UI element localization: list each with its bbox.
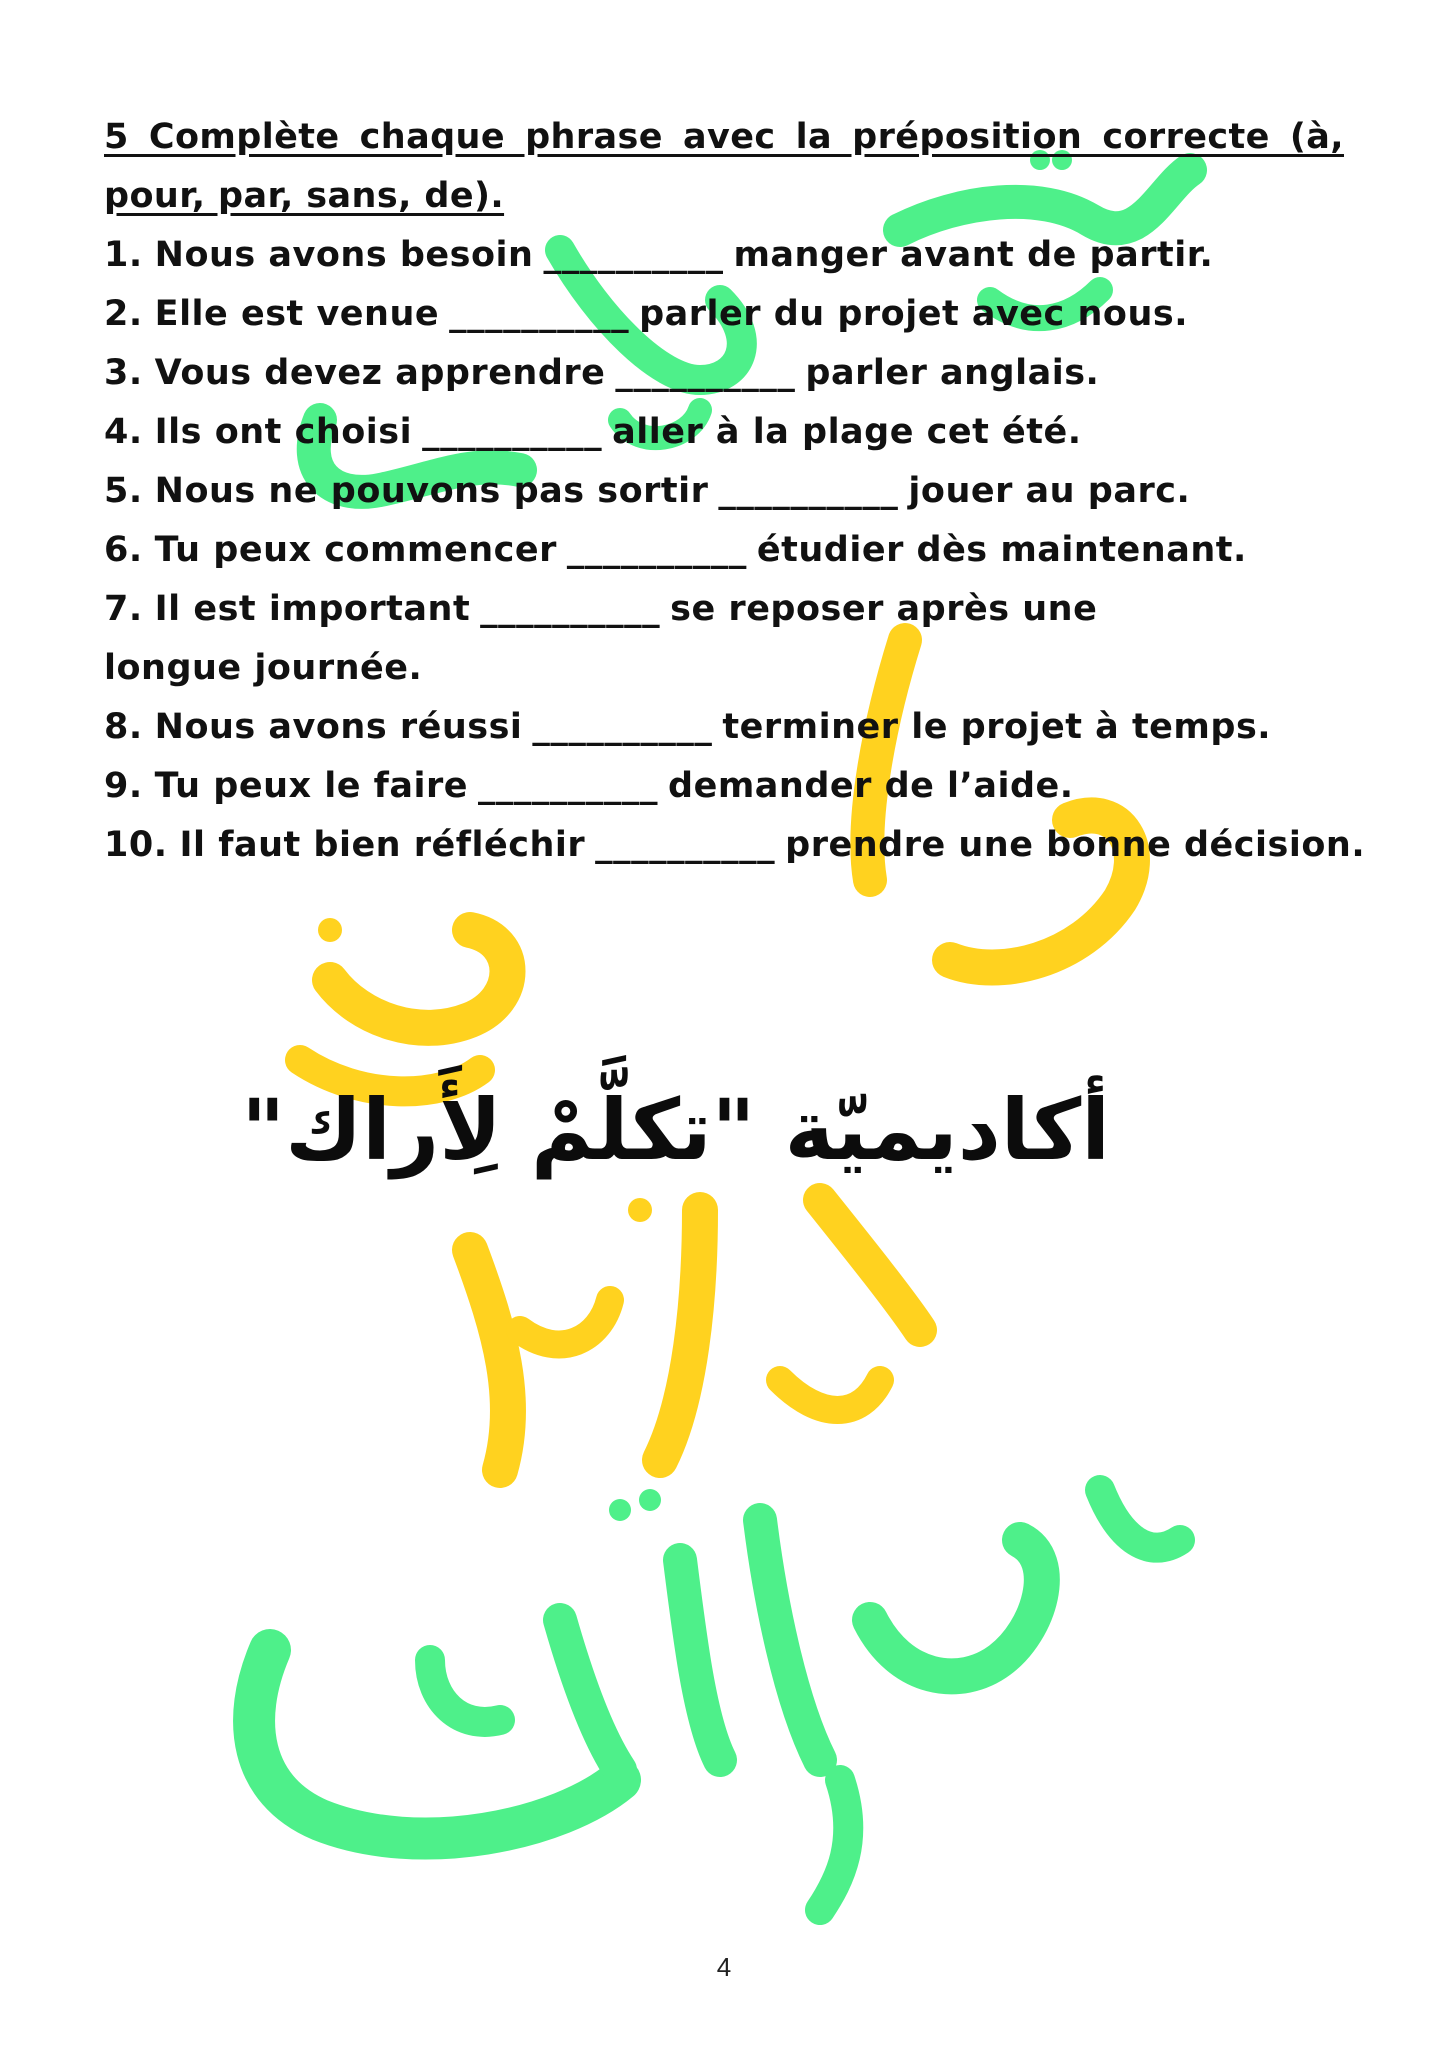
sentence-1: 1. Nous avons besoin __________ manger avant de partir.: [104, 235, 1214, 275]
answer-blank: __________: [532, 707, 713, 747]
sentence-9: 9. Tu peux le faire __________ demander de l’aide.: [104, 766, 1074, 806]
exercise-section: [104, 108, 1366, 875]
green-watermark-bottom: [254, 1489, 1180, 1910]
answer-blank: __________: [595, 825, 776, 865]
sentence-4: 4. Ils ont choisi __________ aller à la plage cet été.: [104, 412, 1082, 452]
academy-title: أكاديميّة "تكلَّمْ لِأَراك": [241, 1081, 1110, 1179]
sentence-10: 10. Il faut bien réfléchir __________ prendre une bonne décision.: [104, 825, 1366, 865]
sentence-list: [104, 226, 1366, 875]
sentence-2: 2. Elle est venue __________ parler du projet avec nous.: [104, 294, 1188, 334]
sentence-7: 7. Il est important __________ se reposer après une longue journée.: [104, 589, 1098, 688]
answer-blank: __________: [718, 471, 899, 511]
answer-blank: __________: [449, 294, 630, 334]
sentence-3: 3. Vous devez apprendre __________ parler anglais.: [104, 353, 1100, 393]
answer-blank: __________: [543, 235, 724, 275]
answer-blank: __________: [478, 766, 659, 806]
sentence-8: 8. Nous avons réussi __________ terminer le projet à temps.: [104, 707, 1272, 747]
answer-blank: __________: [422, 412, 603, 452]
answer-blank: __________: [480, 589, 661, 629]
page-number: 4: [716, 1952, 732, 1982]
answer-blank: __________: [566, 530, 747, 570]
answer-blank: __________: [615, 353, 796, 393]
sentence-5: 5. Nous ne pouvons pas sortir __________ jouer au parc.: [104, 471, 1191, 511]
exercise-title: 5 Complète chaque phrase avec la préposition correcte (à, pour, par, sans, de).: [104, 117, 1344, 216]
sentence-6: 6. Tu peux commencer __________ étudier dès maintenant.: [104, 530, 1247, 570]
